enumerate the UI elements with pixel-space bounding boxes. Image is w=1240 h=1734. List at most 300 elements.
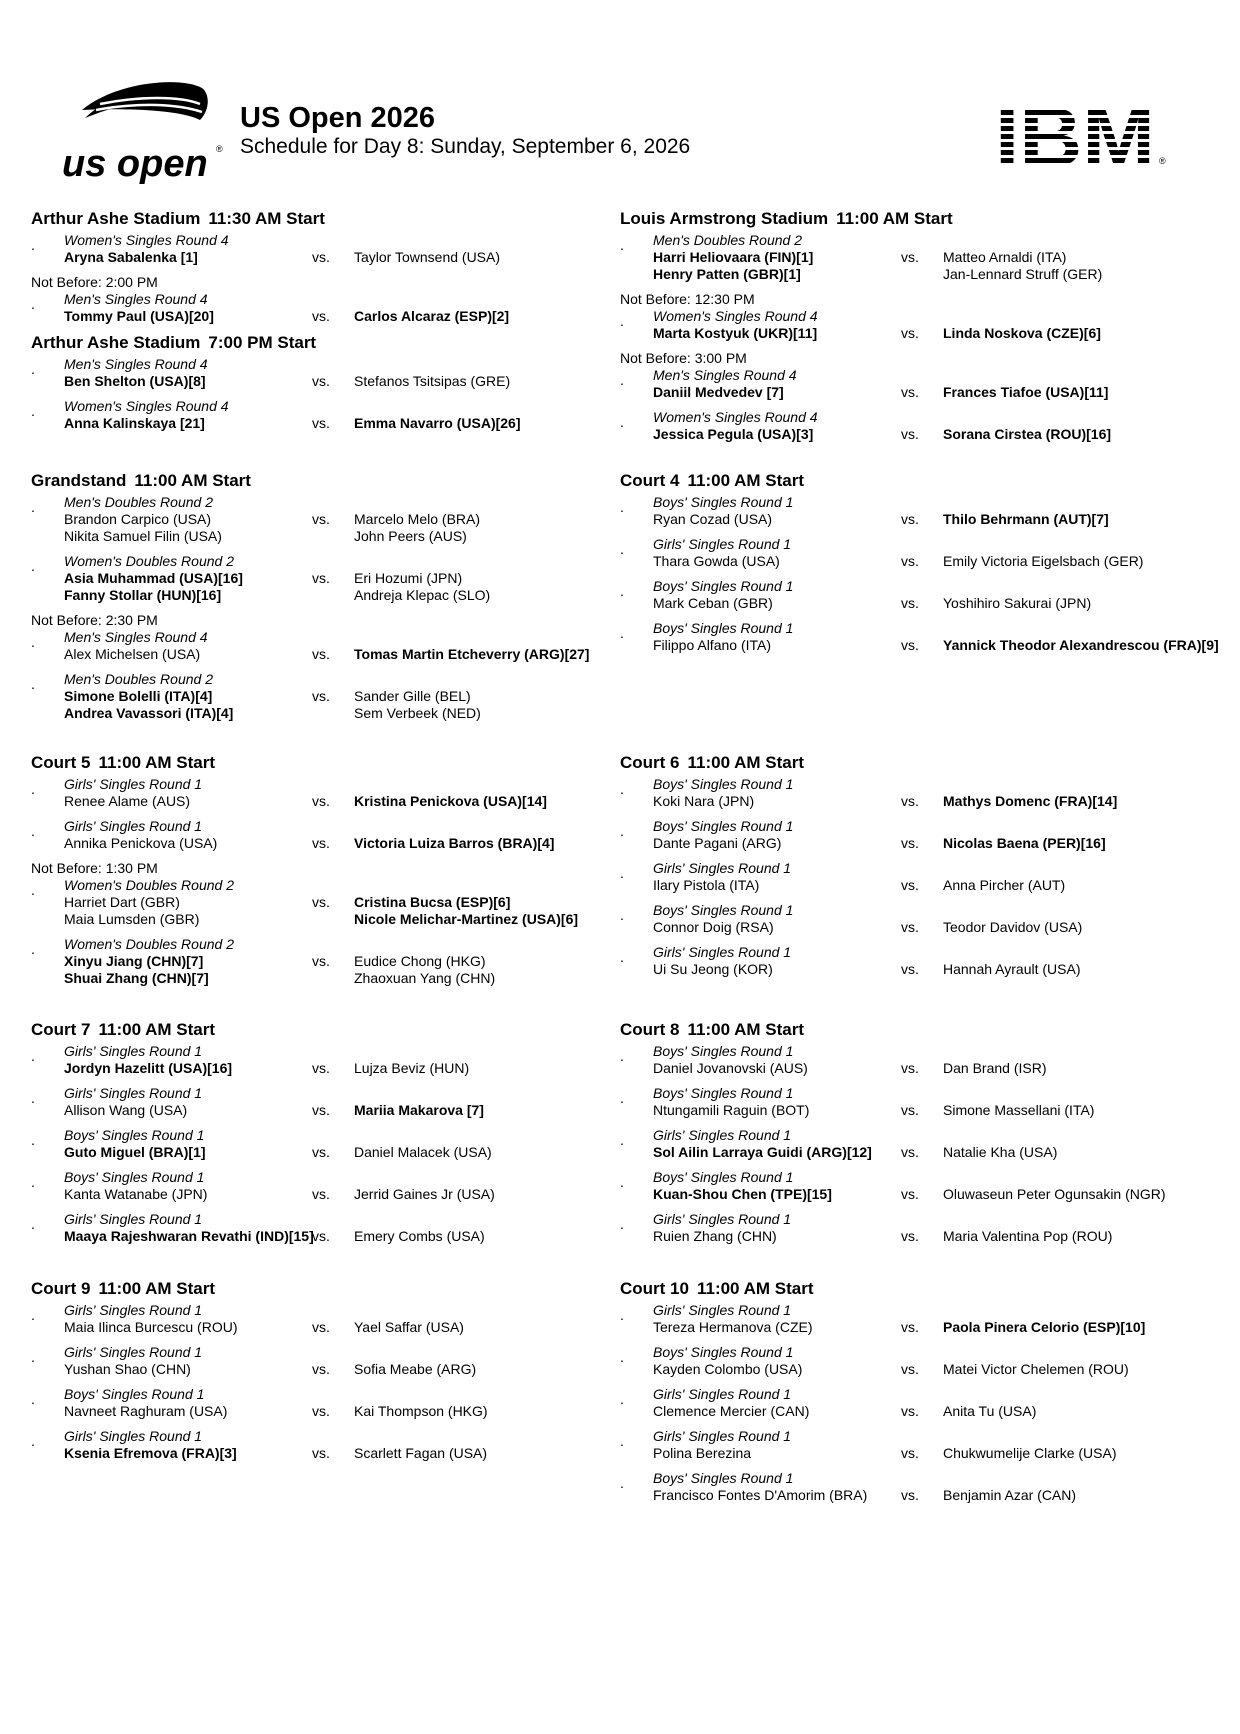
match-bullet: . [620,823,624,839]
player-two [943,961,1080,978]
player-name: Jan-Lennard Struff (GER) [943,266,1103,282]
player-one [64,835,217,852]
match-bullet: . [620,865,624,881]
match-bullet: . [620,1174,624,1190]
player-name: Anna Pircher (AUT) [943,877,1066,893]
match-bullet: . [31,558,35,574]
match-row [31,671,631,730]
event-name: Boys' Singles Round 1 [653,902,794,918]
player-two [354,1228,485,1245]
match-row [620,1085,1220,1127]
court-start-time: 11:00 AM Start [98,1279,216,1298]
event-name: Boys' Singles Round 1 [653,1470,794,1486]
player-one [653,1319,813,1336]
player-two [943,877,1065,894]
court-section [31,1276,631,1470]
court-heading [31,750,631,776]
player-one [653,1445,751,1462]
player-two [354,1060,469,1077]
player-name: Tomas Martin Etcheverry (ARG)[27] [354,646,590,662]
event-name: Men's Singles Round 4 [64,629,208,645]
player-one [653,1102,809,1119]
match-bullet: . [31,237,35,253]
player-one [653,1487,867,1504]
match-bullet: . [31,499,35,515]
court-name: Court 5 [31,753,91,772]
player-name: Kai Thompson (HKG) [354,1403,488,1419]
player-name: Taylor Townsend (USA) [354,249,501,265]
match-row [620,1127,1220,1169]
court-name: Court 4 [620,471,680,490]
court-start-time: 11:00 AM Start [98,753,216,772]
match-bullet: . [31,1132,35,1148]
player-name: Stefanos Tsitsipas (GRE) [354,373,511,389]
match-row [31,1344,631,1386]
court-name: Grandstand [31,471,127,490]
player-name: Guto Miguel (BRA)[1] [64,1144,206,1160]
event-name: Girls' Singles Round 1 [653,860,792,876]
player-two [943,1144,1057,1161]
player-one [653,877,759,894]
match-bullet: . [620,907,624,923]
court-heading [31,1017,631,1043]
match-row [31,1127,631,1169]
player-name: Nikita Samuel Filin (USA) [64,528,222,544]
player-name: Ntungamili Raguin (BOT) [653,1102,810,1118]
match-row [620,232,1220,291]
player-name: Ryan Cozad (USA) [653,511,773,527]
vs-label: vs. [901,1060,919,1076]
match-row [31,629,631,671]
player-two [943,1487,1076,1504]
player-name: Tommy Paul (USA)[20] [64,308,214,324]
vs-label: vs. [312,1060,330,1076]
vs-label: vs. [312,1319,330,1335]
not-before-time: Not Before: 12:30 PM [620,291,755,307]
player-one [653,426,813,443]
player-name: Oluwaseun Peter Ogunsakin (NGR) [943,1186,1166,1202]
event-name: Boys' Singles Round 1 [653,1085,794,1101]
match-row [620,1470,1220,1512]
vs-label: vs. [312,249,330,265]
event-name: Girls' Singles Round 1 [64,1302,203,1318]
vs-label: vs. [312,1144,330,1160]
player-name: Asia Muhammad (USA)[16] [64,570,243,586]
court-start-time: 11:00 AM Start [687,471,805,490]
event-name: Girls' Singles Round 1 [64,776,203,792]
match-bullet: . [31,882,35,898]
player-two [943,553,1143,570]
player-one [653,1186,832,1203]
player-two [943,1361,1129,1378]
vs-label: vs. [901,1403,919,1419]
player-one [653,961,773,978]
match-bullet: . [31,1307,35,1323]
match-bullet: . [31,823,35,839]
vs-label: vs. [312,646,330,662]
player-two [943,511,1109,528]
player-two [943,1186,1166,1203]
player-name: Francisco Fontes D'Amorim (BRA) [653,1487,868,1503]
match-row [620,367,1220,409]
player-two [943,595,1091,612]
player-name: Benjamin Azar (CAN) [943,1487,1077,1503]
court-name: Court 8 [620,1020,680,1039]
player-one [653,637,771,654]
match-row [620,1211,1220,1253]
player-name: Kayden Colombo (USA) [653,1361,803,1377]
event-name: Women's Singles Round 4 [64,232,229,248]
player-name: Maria Valentina Pop (ROU) [943,1228,1113,1244]
match-bullet: . [620,1132,624,1148]
vs-label: vs. [901,919,919,935]
player-name: Dante Pagani (ARG) [653,835,782,851]
vs-label: vs. [901,384,919,400]
court-heading [620,1276,1220,1302]
player-name: Thara Gowda (USA) [653,553,780,569]
vs-label: vs. [312,953,330,969]
player-name: Jerrid Gaines Jr (USA) [354,1186,495,1202]
match-bullet: . [620,1433,624,1449]
player-name: Koki Nara (JPN) [653,793,755,809]
vs-label: vs. [312,570,330,586]
event-name: Men's Singles Round 4 [64,291,208,307]
vs-label: vs. [901,1102,919,1118]
page-subtitle: Schedule for Day 8: Sunday, September 6, 2026 [240,135,691,158]
player-name: Zhaoxuan Yang (CHN) [354,970,496,986]
player-two [354,1361,476,1378]
player-name: Sorana Cirstea (ROU)[16] [943,426,1112,442]
match-bullet: . [31,1391,35,1407]
player-two [354,1445,487,1462]
player-one [653,919,774,936]
player-one [64,415,205,432]
match-row [620,860,1220,902]
event-name: Women's Singles Round 4 [653,409,818,425]
match-bullet: . [620,583,624,599]
player-one [653,1060,808,1077]
vs-label: vs. [312,793,330,809]
player-name: Jessica Pegula (USA)[3] [653,426,814,442]
court-name: Court 6 [620,753,680,772]
player-name: Sol Ailin Larraya Guidi (ARG)[12] [653,1144,872,1160]
svg-text:®: ® [216,144,223,154]
court-heading [620,468,1220,494]
match-bullet: . [620,313,624,329]
player-name: Emily Victoria Eigelsbach (GER) [943,553,1144,569]
vs-label: vs. [901,877,919,893]
match-bullet: . [31,1048,35,1064]
player-name: Renee Alame (AUS) [64,793,191,809]
player-name: Andreja Klepac (SLO) [354,587,491,603]
player-two [943,249,1102,283]
vs-label: vs. [901,249,919,265]
player-two [943,426,1111,443]
match-row [620,818,1220,860]
court-heading [31,330,631,356]
player-name: Tereza Hermanova (CZE) [653,1319,813,1335]
player-name: Yannick Theodor Alexandrescou (FRA)[9] [943,637,1219,653]
court-section [31,1017,631,1253]
player-name: Sander Gille (BEL) [354,688,471,704]
player-name: Teodor Davidov (USA) [943,919,1083,935]
player-name: Connor Doig (RSA) [653,919,774,935]
match-bullet: . [620,1090,624,1106]
player-name: Sofia Meabe (ARG) [354,1361,477,1377]
court-start-time: 7:00 PM Start [208,333,317,352]
player-name: Carlos Alcaraz (ESP)[2] [354,308,510,324]
player-two [354,570,490,604]
event-name: Women's Singles Round 4 [653,308,818,324]
vs-label: vs. [901,511,919,527]
vs-label: vs. [312,511,330,527]
match-row [31,1211,631,1253]
match-bullet: . [620,237,624,253]
not-before-time: Not Before: 2:00 PM [31,274,158,290]
player-name: Ksenia Efremova (FRA)[3] [64,1445,237,1461]
match-row [620,944,1220,986]
player-name: Allison Wang (USA) [64,1102,188,1118]
player-name: Eri Hozumi (JPN) [354,570,463,586]
court-heading [31,1276,631,1302]
vs-label: vs. [312,1403,330,1419]
player-name: Daniel Malacek (USA) [354,1144,492,1160]
vs-label: vs. [901,1445,919,1461]
event-name: Girls' Singles Round 1 [64,1428,203,1444]
player-name: Simone Bolelli (ITA)[4] [64,688,213,704]
vs-label: vs. [901,637,919,653]
player-name: Daniil Medvedev [7] [653,384,784,400]
player-one [653,553,780,570]
player-name: Clemence Mercier (CAN) [653,1403,810,1419]
player-name: Matei Victor Chelemen (ROU) [943,1361,1129,1377]
player-two [354,953,495,987]
match-row [620,536,1220,578]
player-one [64,953,209,987]
match-row [31,356,631,398]
match-bullet: . [620,1307,624,1323]
player-one [64,1319,238,1336]
match-row [31,232,631,274]
player-one [653,793,754,810]
player-two [354,249,500,266]
event-name: Girls' Singles Round 1 [64,1344,203,1360]
vs-label: vs. [901,1361,919,1377]
player-name: Chukwumelije Clarke (USA) [943,1445,1117,1461]
player-two [354,1186,495,1203]
match-bullet: . [31,403,35,419]
us-open-logo [60,80,230,190]
court-name: Louis Armstrong Stadium [620,209,829,228]
event-name: Women's Doubles Round 2 [64,877,234,893]
match-bullet: . [620,372,624,388]
match-bullet: . [620,1475,624,1491]
vs-label: vs. [312,1186,330,1202]
player-one [653,249,813,283]
court-heading [620,206,1220,232]
event-name: Girls' Singles Round 1 [64,1043,203,1059]
event-name: Girls' Singles Round 1 [653,944,792,960]
player-name: Paola Pinera Celorio (ESP)[10] [943,1319,1146,1335]
player-two [354,511,480,545]
player-name: Harriet Dart (GBR) [64,894,180,910]
event-name: Girls' Singles Round 1 [653,1428,792,1444]
event-name: Women's Singles Round 4 [64,398,229,414]
court-name: Arthur Ashe Stadium [31,333,201,352]
court-heading [31,468,631,494]
player-name: Andrea Vavassori (ITA)[4] [64,705,234,721]
player-name: Ilary Pistola (ITA) [653,877,760,893]
event-name: Women's Doubles Round 2 [64,553,234,569]
not-before-time: Not Before: 3:00 PM [620,350,747,366]
event-name: Girls' Singles Round 1 [653,1386,792,1402]
player-one [653,325,817,342]
court-start-time: 11:00 AM Start [98,1020,216,1039]
player-one [64,249,198,266]
player-name: Lujza Beviz (HUN) [354,1060,470,1076]
player-name: Scarlett Fagan (USA) [354,1445,488,1461]
player-name: Cristina Bucsa (ESP)[6] [354,894,511,910]
match-row [620,776,1220,818]
court-start-time: 11:00 AM Start [687,1020,805,1039]
player-name: Ui Su Jeong (KOR) [653,961,773,977]
player-one [653,1361,802,1378]
player-two [354,1403,488,1420]
court-name: Court 7 [31,1020,91,1039]
match-row [620,308,1220,350]
player-two [943,835,1106,852]
court-start-time: 11:00 AM Start [836,209,953,228]
player-name: Mariia Makarova [7] [354,1102,484,1118]
vs-label: vs. [901,835,919,851]
event-name: Boys' Singles Round 1 [653,1344,794,1360]
court-section [620,1276,1220,1512]
match-row [620,1428,1220,1470]
match-row [620,1169,1220,1211]
svg-text:®: ® [1159,156,1166,166]
player-name: John Peers (AUS) [354,528,467,544]
event-name: Boys' Singles Round 1 [653,1043,794,1059]
player-two [354,1319,464,1336]
court-heading [31,206,631,232]
event-name: Girls' Singles Round 1 [64,818,203,834]
match-bullet: . [620,414,624,430]
match-row [31,1302,631,1344]
player-two [943,1228,1112,1245]
player-one [64,511,222,545]
event-name: Men's Doubles Round 2 [64,671,213,687]
match-row [31,877,631,936]
vs-label: vs. [312,835,330,851]
match-row [620,620,1220,662]
player-one [653,511,772,528]
match-bullet: . [620,1349,624,1365]
player-name: Henry Patten (GBR)[1] [653,266,801,282]
player-name: Emery Combs (USA) [354,1228,485,1244]
player-two [354,1102,484,1119]
not-before-time: Not Before: 2:30 PM [31,612,158,628]
player-name: Ruien Zhang (CHN) [653,1228,777,1244]
player-one [64,894,199,928]
player-name: Polina Berezina [653,1445,752,1461]
match-bullet: . [620,949,624,965]
player-one [64,646,200,663]
court-section [620,750,1220,986]
player-name: Jordyn Hazelitt (USA)[16] [64,1060,233,1076]
event-name: Men's Doubles Round 2 [64,494,213,510]
player-one [653,384,784,401]
player-two [354,646,589,663]
event-name: Men's Singles Round 4 [64,356,208,372]
player-one [64,373,206,390]
court-section [31,330,631,440]
match-row [620,1344,1220,1386]
vs-label: vs. [901,325,919,341]
match-row [31,1428,631,1470]
court-heading [620,750,1220,776]
player-two [943,1319,1145,1336]
player-name: Aryna Sabalenka [1] [64,249,198,265]
vs-label: vs. [901,1228,919,1244]
vs-label: vs. [901,1186,919,1202]
vs-label: vs. [901,793,919,809]
match-bullet: . [620,1391,624,1407]
match-bullet: . [620,1048,624,1064]
event-name: Boys' Singles Round 1 [64,1386,205,1402]
vs-label: vs. [312,1228,330,1244]
vs-label: vs. [901,1319,919,1335]
player-name: Yael Saffar (USA) [354,1319,464,1335]
event-name: Boys' Singles Round 1 [653,578,794,594]
player-name: Marcelo Melo (BRA) [354,511,481,527]
player-two [354,373,510,390]
player-name: Frances Tiafoe (USA)[11] [943,384,1109,400]
player-name: Kuan-Shou Chen (TPE)[15] [653,1186,832,1202]
event-name: Women's Doubles Round 2 [64,936,234,952]
player-one [64,793,190,810]
vs-label: vs. [312,1361,330,1377]
match-row [620,1302,1220,1344]
vs-label: vs. [901,961,919,977]
player-name: Matteo Arnaldi (ITA) [943,249,1067,265]
match-row [620,1043,1220,1085]
player-name: Mathys Domenc (FRA)[14] [943,793,1118,809]
court-section [620,206,1220,451]
event-name: Men's Doubles Round 2 [653,232,802,248]
match-row [31,398,631,440]
match-row [620,578,1220,620]
event-name: Girls' Singles Round 1 [64,1085,203,1101]
event-name: Girls' Singles Round 1 [653,1127,792,1143]
player-name: Annika Penickova (USA) [64,835,218,851]
player-name: Dan Brand (ISR) [943,1060,1047,1076]
match-bullet: . [31,676,35,692]
player-name: Natalie Kha (USA) [943,1144,1058,1160]
player-one [64,1144,206,1161]
court-start-time: 11:00 AM Start [687,753,805,772]
player-one [64,570,243,604]
vs-label: vs. [312,688,330,704]
match-row [31,291,631,333]
player-two [943,793,1117,810]
player-name: Nicolas Baena (PER)[16] [943,835,1106,851]
player-one [653,835,781,852]
event-name: Boys' Singles Round 1 [653,1169,794,1185]
player-two [943,325,1101,342]
match-row [31,1085,631,1127]
ibm-logo [995,102,1170,170]
event-name: Girls' Singles Round 1 [653,536,792,552]
